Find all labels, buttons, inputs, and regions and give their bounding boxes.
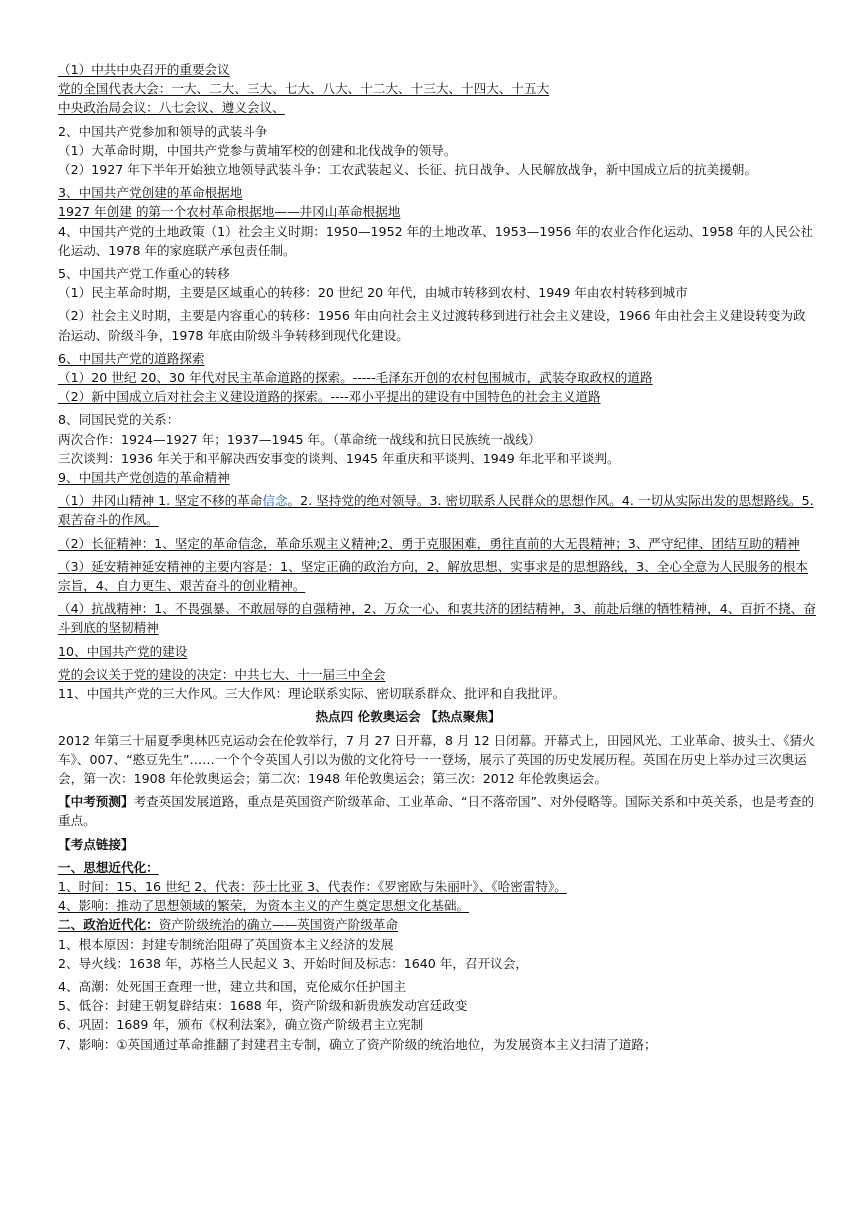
line-thought-details: 1、时间：15、16 世纪 2、代表：莎士比亚 3、代表作：《罗密欧与朱丽叶》、《哈密雷特》。 xyxy=(58,878,567,894)
line-three-negotiations: 三次谈判：1936 年关于和平解决西安事变的谈判、1945 年重庆和平谈判、1949 年北平和平谈判。 xyxy=(58,450,620,466)
line-three-styles: 11、中国共产党的三大作风。三大作风：理论联系实际、密切联系群众、批评和自我批评。 xyxy=(58,686,566,702)
line-thought-impact: 4、影响：推动了思想领域的繁荣，为资本主义的产生奠定思想文化基础。 xyxy=(58,898,470,914)
line-two-cooperations: 两次合作：1924—1927 年；1937—1945 年。（革命统一战线和抗日民族统一战线） xyxy=(58,431,541,447)
line-trigger: 2、导火线：1638 年，苏格兰人民起义 3、开始时间及标志：1640 年，召开议会， xyxy=(58,955,528,971)
line-yanan-spirit: （3）延安精神延安精神的主要内容是：1、坚定正确的政治方向，2、解放思想、实事求是的思想路线，3、全心全意为人民服务的根本宗旨，4、自力更生、艰苦奋斗的创业精神。 xyxy=(58,558,808,594)
jinggangshan-spirit-belief: 信念 xyxy=(262,493,288,509)
line-party-congresses: 党的全国代表大会：一大、二大、三大、七大、八大、十二大、十三大、十四大、十五大 xyxy=(58,81,550,97)
line-work-focus-heading: 5、中国共产党工作重心的转移 xyxy=(58,266,230,282)
line-road-1: （1）20 世纪 20、30 年代对民主革命道路的探索。-----毛泽东开创的农村包围城市，武装夺取政权的道路 xyxy=(58,370,653,386)
line-root-cause: 1、根本原因：封建专制统治阻碍了英国资本主义经济的发展 xyxy=(58,936,394,952)
line-consolidation: 6、巩固：1689 年，颁布《权利法案》，确立资产阶级君主立宪制 xyxy=(58,1017,424,1033)
exam-forecast-text: 考查英国发展道路，重点是英国资产阶级革命、工业革命、“日不落帝国”、对外侵略等。国际关系和中英关系，也是考查的重点。 xyxy=(58,794,815,829)
line-political-modernization xyxy=(58,915,818,934)
line-land-policy: 4、中国共产党的土地政策（1）社会主义时期：1950—1952 年的土地改革、1953—1956 年的农业合作化运动、1958 年的人民公社化运动、1978 年的家庭联产承包责任制。 xyxy=(58,223,814,258)
exam-links-heading: 【考点链接】 xyxy=(58,836,134,852)
line-long-march-spirit: （2）长征精神：1、坚定的革命信念，革命乐观主义精神;2、勇于克服困难，勇往直前的大无畏精神；3、严守纪律、团结互助的精神 xyxy=(58,535,800,551)
line-work-focus-1: （1）民主革命时期，主要是区域重心的转移：20 世纪 20 年代，由城市转移到农村、1949 年由农村转移到城市 xyxy=(58,285,688,301)
line-anti-war-spirit: （4）抗战精神：1、不畏强暴、不敢屈辱的自强精神，2、万众一心、和衷共济的团结精神，3、前赴后继的牺牲精神，4、百折不挠、奋斗到底的坚韧精神 xyxy=(58,601,816,636)
line-thought-modernization: 一、思想近代化： xyxy=(58,859,159,875)
line-great-revolution: （1）大革命时期，中国共产党参与黄埔军校的创建和北伐战争的领导。 xyxy=(58,142,457,158)
line-jinggangshan: 1927 年创建 的第一个农村革命根据地——井冈山革命根据地 xyxy=(58,204,401,220)
line-jinggangshan-spirit xyxy=(58,491,818,529)
jinggangshan-spirit-part-2: 。2. 坚持党的绝对领导。3. 密切联系人民群众的思想作风。4. 一切从实际出发的思想路线。5. 艰苦奋斗的作风。 xyxy=(58,493,814,528)
line-armed-struggle-heading: 2、中国共产党参加和领导的武装斗争 xyxy=(58,123,268,139)
line-armed-struggle-1927: （2）1927 年下半年开始独立地领导武装斗争：工农武装起义、长征、抗日战争、人民解放战争，新中国成立后的抗美援朝。 xyxy=(58,162,757,178)
line-party-building-heading: 10、中国共产党的建设 xyxy=(58,643,188,659)
document-page xyxy=(58,60,818,1054)
line-low-point: 5、低谷：封建王朝复辟结束：1688 年，资产阶级和新贵族发动宫廷政变 xyxy=(58,998,468,1014)
line-spirit-heading: 9、中国共产党创造的革命精神 xyxy=(58,470,230,486)
line-politburo-meetings: 中央政治局会议：八七会议、遵义会议、 xyxy=(58,100,285,116)
line-road-heading: 6、中国共产党的道路探索 xyxy=(58,350,205,366)
line-base-areas-heading: 3、中国共产党创建的革命根据地 xyxy=(58,185,243,201)
line-meetings-heading: （1）中共中央召开的重要会议 xyxy=(58,62,230,77)
line-work-focus-2: （2）社会主义时期，主要是内容重心的转移：1956 年由向社会主义过渡转移到进行社会主义建设，1966 年由社会主义建设转变为政治运动、阶级斗争，1978 年底由阶级斗争转移到现代化建设。 xyxy=(58,308,806,343)
line-climax: 4、高潮：处死国王查理一世，建立共和国，克伦威尔任护国主 xyxy=(58,978,407,994)
jinggangshan-spirit-part-1: （1）井冈山精神 1. 坚定不移的革命 xyxy=(58,493,263,509)
political-modernization-text: 资产阶级统治的确立——英国资产阶级革命 xyxy=(158,917,399,933)
paragraph-exam-forecast xyxy=(58,792,818,830)
line-impact: 7、影响：①英国通过革命推翻了封建君主专制，确立了资产阶级的统治地位，为发展资本主义扫清了道路； xyxy=(58,1036,657,1052)
line-party-building-decision: 党的会议关于党的建设的决定：中共七大、十一届三中全会 xyxy=(58,666,386,682)
section-title-london-olympics: 热点四 伦敦奥运会 【热点聚焦】 xyxy=(315,709,501,725)
exam-forecast-label: 【中考预测】 xyxy=(58,794,134,810)
line-road-2: （2）新中国成立后对社会主义建设道路的探索。----邓小平提出的建设有中国特色的社会主义道路 xyxy=(58,389,601,405)
line-kmt-heading: 8、同国民党的关系： xyxy=(58,412,180,428)
political-modernization-label: 二、政治近代化： xyxy=(58,917,159,933)
paragraph-olympics: 2012 年第三十届夏季奥林匹克运动会在伦敦举行，7 月 27 日开幕，8 月 12 日闭幕。开幕式上，田园风光、工业革命、披头士、《猜火车》、007、“憨豆先生”……一个个令英国人引以为傲的文化符号一一登场，展示了英国的历史发展历程。英国在历史上举办过三次奥运会，第一次：1908 年伦敦奥运会；第二次：1948 年伦敦奥运会；第三次：2012 年伦敦奥运会。 xyxy=(58,732,815,786)
